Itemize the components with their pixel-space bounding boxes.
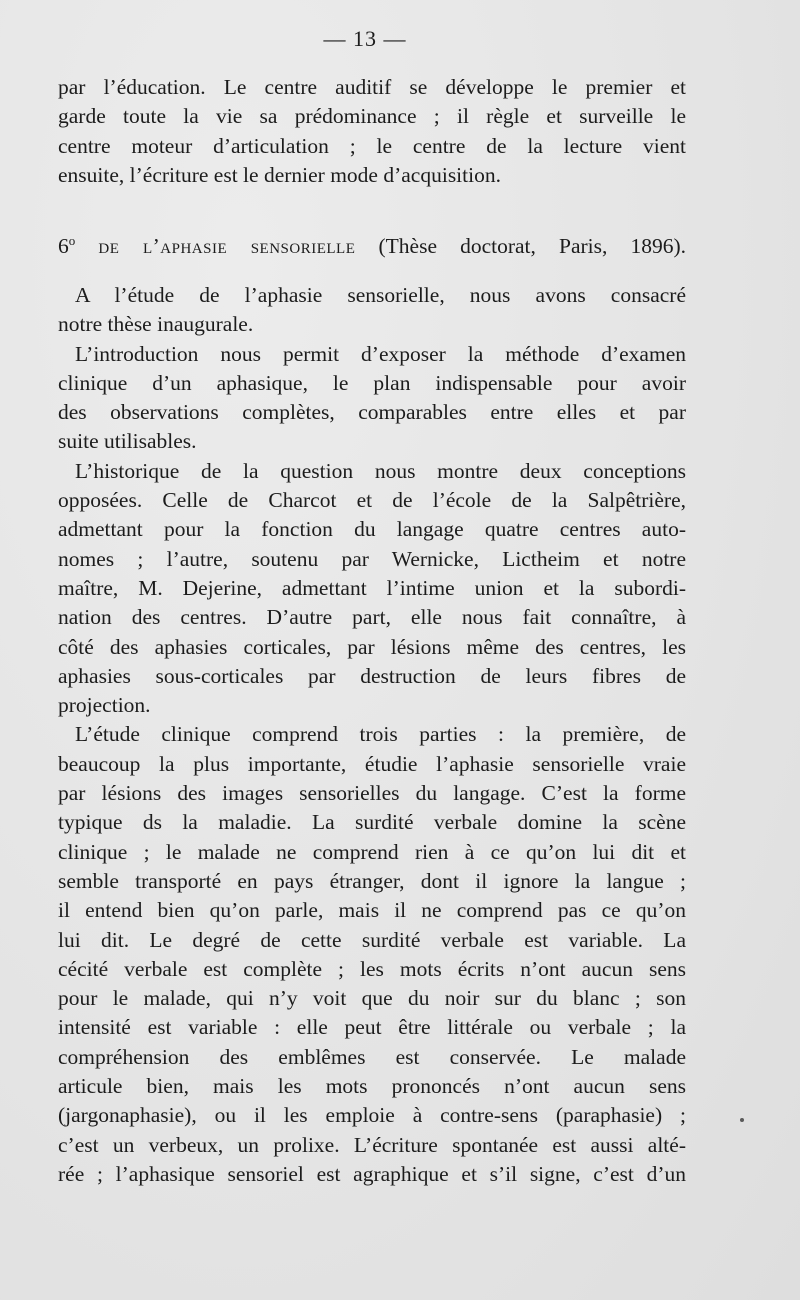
body-text: [58, 281, 686, 1189]
text-line: lui dit. Le degré de cette surdité verbale est variable. La: [58, 927, 686, 952]
text-line: L’introduction nous permit d’exposer la méthode d’examen: [75, 341, 686, 366]
text-line: nomes ; l’autre, soutenu par Wernicke, Lictheim et notre: [58, 546, 686, 571]
text-line: opposées. Celle de Charcot et de l’école de la Salpêtrière,: [58, 488, 686, 513]
section-reference: (Thèse doctorat, Paris, 1896).: [378, 234, 687, 259]
text-line: beaucoup la plus importante, étudie l’aphasie sensorielle vraie: [58, 751, 686, 776]
text-line: ensuite, l’écriture est le dernier mode d’acquisition.: [58, 162, 501, 187]
text-line: articule bien, mais les mots prononcés n’ont aucun sens: [58, 1074, 686, 1099]
text-line: semble transporté en pays étranger, dont il ignore la langue ;: [58, 868, 686, 893]
section-number-sup: o: [68, 233, 76, 248]
text-line: centre moteur d’articulation ; le centre de la lecture vient: [58, 133, 686, 158]
text-line: compréhension des emblêmes est conservée. Le malade: [58, 1044, 686, 1069]
text-line: projection.: [58, 693, 151, 718]
text-line: nation des centres. D’autre part, elle nous fait connaître, à: [58, 605, 686, 630]
text-line: (jargonaphasie), ou il les emploie à contre-sens (paraphasie) ;: [58, 1103, 686, 1128]
text-line: il entend bien qu’on parle, mais il ne comprend pas ce qu’on: [58, 898, 686, 923]
text-line: c’est un verbeux, un prolixe. L’écriture spontanée est aussi alté-: [58, 1132, 686, 1157]
text-line: maître, M. Dejerine, admettant l’intime union et la subordi-: [58, 575, 686, 600]
text-line: L’historique de la question nous montre deux conceptions: [75, 458, 686, 483]
intro-paragraph: [58, 73, 686, 190]
text-line: notre thèse inaugurale.: [58, 312, 254, 337]
text-line: côté des aphasies corticales, par lésions même des centres, les: [58, 634, 686, 659]
paper-speck: [740, 1118, 744, 1122]
text-line: suite utilisables.: [58, 429, 197, 454]
text-line: typique ds la maladie. La surdité verbale domine la scène: [58, 810, 686, 835]
text-line: garde toute la vie sa prédominance ; il règle et surveille le: [58, 104, 686, 129]
section-number: 6: [58, 234, 69, 259]
page-number: — 13 —: [323, 26, 407, 51]
text-line: pour le malade, qui n’y voit que du noir sur du blanc ; son: [58, 986, 686, 1011]
text-line: admettant pour la fonction du langage quatre centres auto-: [58, 517, 686, 542]
text-line: rée ; l’aphasique sensoriel est agraphique et s’il signe, c’est d’un: [58, 1161, 686, 1186]
text-line: L’étude clinique comprend trois parties : la première, de: [75, 722, 686, 747]
text-line: aphasies sous-corticales par destruction de leurs fibres de: [58, 663, 686, 688]
text-line: par lésions des images sensorielles du langage. C’est la forme: [58, 781, 686, 806]
text-line: intensité est variable : elle peut être littérale ou verbale ; la: [58, 1015, 686, 1040]
text-line: des observations complètes, comparables entre elles et par: [58, 400, 686, 425]
section-heading: [58, 226, 686, 261]
text-line: A l’étude de l’aphasie sensorielle, nous avons consacré: [75, 283, 686, 307]
text-line: par l’éducation. Le centre auditif se développe le premier et: [58, 75, 686, 99]
section-title: de l’aphasie sensorielle: [98, 234, 356, 259]
text-line: clinique ; le malade ne comprend rien à ce qu’on lui dit et: [58, 839, 686, 864]
text-line: clinique d’un aphasique, le plan indispensable pour avoir: [58, 370, 686, 395]
text-line: cécité verbale est complète ; les mots écrits n’ont aucun sens: [58, 956, 686, 981]
